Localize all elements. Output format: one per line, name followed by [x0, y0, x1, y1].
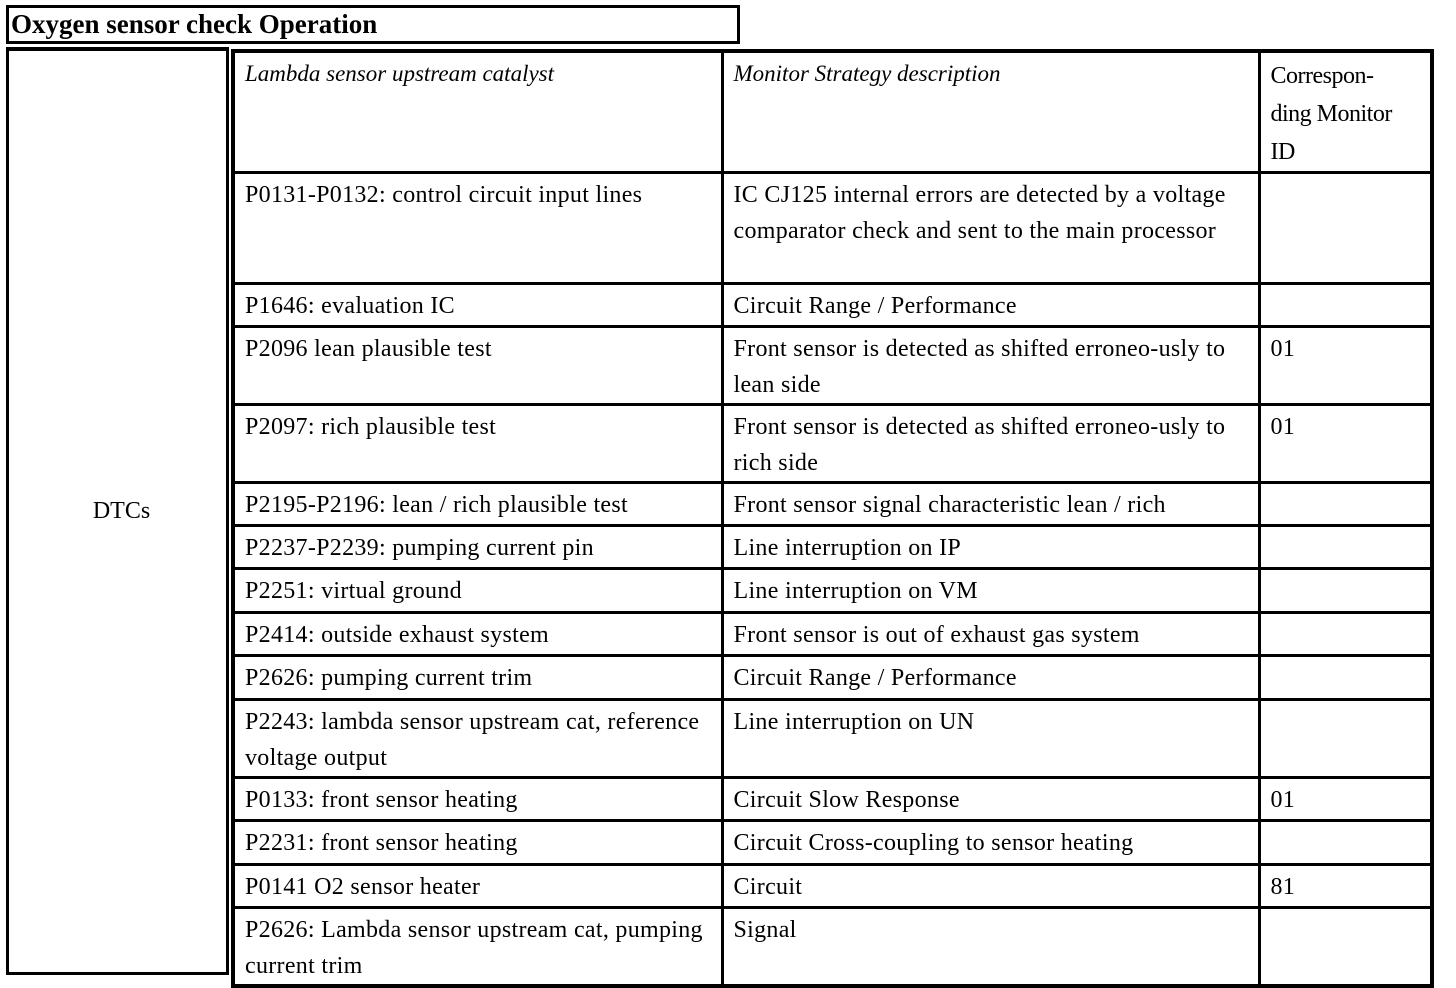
- dtc-code-cell: P2231: front sensor heating: [233, 821, 722, 865]
- dtc-code-cell: P0141 O2 sensor heater: [233, 865, 722, 908]
- table-row: [233, 700, 1432, 778]
- description-cell: Circuit Range / Performance: [722, 656, 1259, 700]
- description-cell: Circuit Slow Response: [722, 778, 1259, 821]
- dtc-code-cell: P0133: front sensor heating: [233, 778, 722, 821]
- dtc-code-cell: P0131-P0132: control circuit input lines: [233, 173, 722, 284]
- monitor-id-cell: [1259, 483, 1432, 526]
- table-row: [233, 569, 1432, 613]
- dtc-code-cell: P2097: rich plausible test: [233, 405, 722, 483]
- header-monitor-id: [1259, 51, 1432, 173]
- description-cell: Front sensor is detected as shifted erroneo-usly to rich side: [722, 405, 1259, 483]
- monitor-id-cell: [1259, 284, 1432, 327]
- description-cell: Circuit Range / Performance: [722, 284, 1259, 327]
- description-cell: IC CJ125 internal errors are detected by a voltage comparator check and sent to the main processor: [722, 173, 1259, 284]
- table-header-row: [233, 51, 1432, 173]
- page-title: Oxygen sensor check Operation: [6, 5, 740, 44]
- dtc-code-cell: P2195-P2196: lean / rich plausible test: [233, 483, 722, 526]
- dtc-label: DTCs: [92, 498, 151, 524]
- table-row: [233, 483, 1432, 526]
- dtc-table: [231, 49, 1434, 988]
- dtc-code-cell: P2237-P2239: pumping current pin: [233, 526, 722, 569]
- header-monitor-id-line-3: ID: [1270, 139, 1295, 165]
- description-cell: Front sensor is out of exhaust gas system: [722, 613, 1259, 656]
- monitor-id-cell: 01: [1259, 327, 1432, 405]
- header-monitor-strategy: Monitor Strategy description: [722, 51, 1259, 173]
- monitor-id-cell: [1259, 613, 1432, 656]
- monitor-id-cell: 01: [1259, 405, 1432, 483]
- monitor-id-cell: [1259, 569, 1432, 613]
- monitor-id-cell: [1259, 526, 1432, 569]
- dtc-code-cell: P2251: virtual ground: [233, 569, 722, 613]
- table-row: [233, 613, 1432, 656]
- monitor-id-cell: [1259, 700, 1432, 778]
- description-cell: Signal: [722, 908, 1259, 987]
- table-row: [233, 778, 1432, 821]
- table-row: [233, 656, 1432, 700]
- dtc-label-cell: [6, 47, 229, 975]
- header-monitor-id-line-1: Correspon-: [1270, 63, 1374, 89]
- dtc-code-cell: P2414: outside exhaust system: [233, 613, 722, 656]
- monitor-id-cell: 81: [1259, 865, 1432, 908]
- table-row: [233, 405, 1432, 483]
- dtc-code-cell: P2096 lean plausible test: [233, 327, 722, 405]
- description-cell: Line interruption on VM: [722, 569, 1259, 613]
- table-row: [233, 284, 1432, 327]
- description-cell: Line interruption on IP: [722, 526, 1259, 569]
- description-cell: Circuit Cross-coupling to sensor heating: [722, 821, 1259, 865]
- description-cell: Circuit: [722, 865, 1259, 908]
- header-monitor-id-line-2: ding Monitor: [1270, 101, 1392, 127]
- dtc-code-cell: P2626: pumping current trim: [233, 656, 722, 700]
- header-lambda-sensor: Lambda sensor upstream catalyst: [233, 51, 722, 173]
- table-row: [233, 526, 1432, 569]
- dtc-code-cell: P2626: Lambda sensor upstream cat, pumping current trim: [233, 908, 722, 987]
- description-cell: Front sensor signal characteristic lean / rich: [722, 483, 1259, 526]
- dtc-code-cell: P2243: lambda sensor upstream cat, reference voltage output: [233, 700, 722, 778]
- monitor-id-cell: [1259, 173, 1432, 284]
- description-cell: Front sensor is detected as shifted erroneo-usly to lean side: [722, 327, 1259, 405]
- monitor-id-cell: [1259, 656, 1432, 700]
- table-row: [233, 821, 1432, 865]
- monitor-id-cell: [1259, 821, 1432, 865]
- monitor-id-cell: [1259, 908, 1432, 987]
- dtc-code-cell: P1646: evaluation IC: [233, 284, 722, 327]
- monitor-id-cell: 01: [1259, 778, 1432, 821]
- table-row: [233, 908, 1432, 987]
- table-row: [233, 173, 1432, 284]
- description-cell: Line interruption on UN: [722, 700, 1259, 778]
- table-row: [233, 327, 1432, 405]
- table-row: [233, 865, 1432, 908]
